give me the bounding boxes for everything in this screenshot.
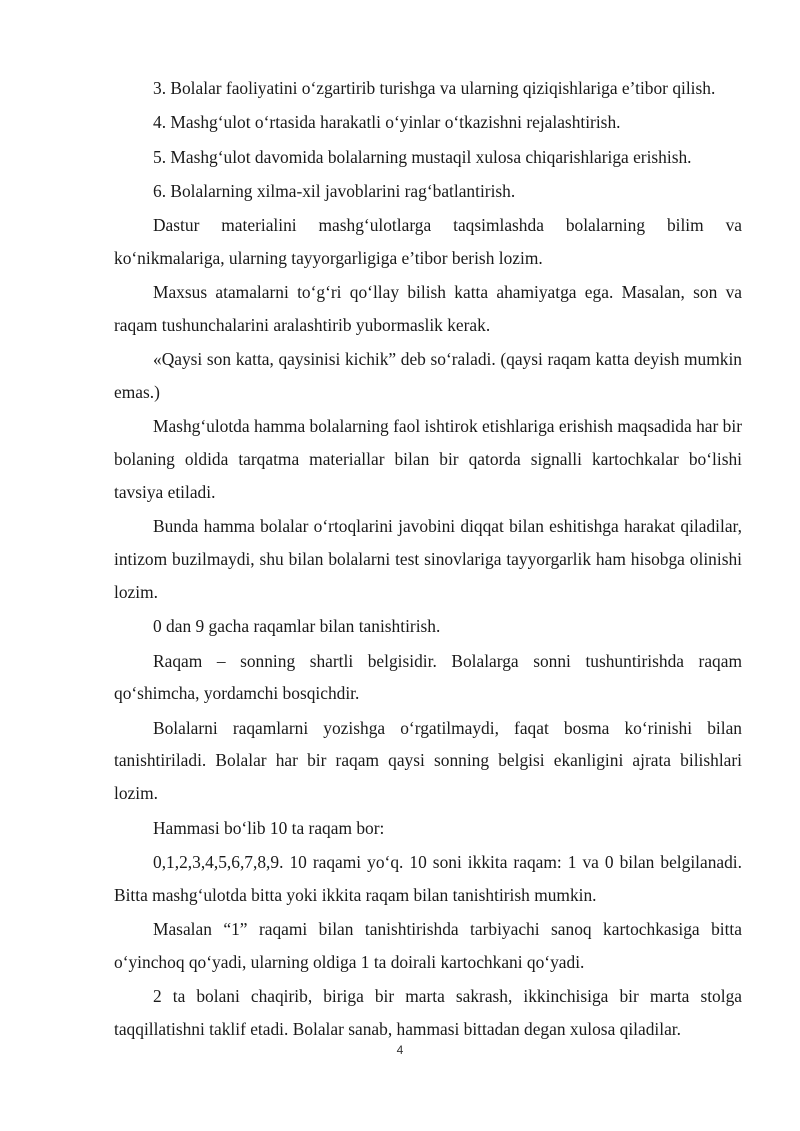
paragraph: Raqam – sonning shartli belgisidir. Bolalarga sonni tushuntirishda raqam qo‘shimcha, yordamchi bosqichdir. [114, 650, 742, 704]
paragraph: 2 ta bolani chaqirib, biriga bir marta sakrash, ikkinchisiga bir marta stolga taqqillatishni taklif etadi. Bolalar sanab, hammasi bittadan degan xulosa qiladilar. [114, 986, 742, 1039]
paragraph: 5. Mashg‘ulot davomida bolalarning mustaqil xulosa chiqarishlariga erishish. [153, 146, 692, 167]
paragraph: 0 dan 9 gacha raqamlar bilan tanishtirish. [153, 616, 441, 637]
document-body [114, 72, 742, 1047]
paragraph: Bolalarni raqamlarni yozishga o‘rgatilmaydi, faqat bosma ko‘rinishi bilan tanishtiriladi. Bolalar har bir raqam qaysi sonning belgisi ekanligini ajrata bilishlari lozim. [114, 717, 742, 804]
paragraph: Bunda hamma bolalar o‘rtoqlarini javobini diqqat bilan eshitishga harakat qiladilar, intizom buzilmaydi, shu bilan bolalarni test sinovlariga tayyorgarlik ham hisobga olinishi lozim. [114, 516, 742, 602]
page-number: 4 [396, 1043, 404, 1057]
paragraph: Dastur materialini mashg‘ulotlarga taqsimlashda bolalarning bilim va ko‘nikmalariga, ularning tayyorgarligiga e’tibor berish lozim. [114, 215, 742, 268]
paragraph: 3. Bolalar faoliyatini o‘zgartirib turishga va ularning qiziqishlariga e’tibor qilish. [153, 78, 716, 98]
paragraph: 4. Mashg‘ulot o‘rtasida harakatli o‘yinlar o‘tkazishni rejalashtirish. [153, 112, 621, 133]
paragraph: Mashg‘ulotda hamma bolalarning faol ishtirok etishlariga erishish maqsadida har bir bolaning oldida tarqatma materiallar bilan bir qatorda signalli kartochkalar bo‘lishi tavsiya etiladi. [114, 416, 742, 503]
paragraph: 6. Bolalarning xilma-xil javoblarini rag‘batlantirish. [153, 180, 516, 201]
paragraph: Masalan “1” raqami bilan tanishtirishda tarbiyachi sanoq kartochkasiga bitta o‘yinchoq qo‘yadi, ularning oldiga 1 ta doirali kartochkani qo‘yadi. [114, 918, 742, 972]
paragraph: Hammasi bo‘lib 10 ta raqam bor: [153, 817, 385, 838]
paragraph: 0,1,2,3,4,5,6,7,8,9. 10 raqami yo‘q. 10 soni ikkita raqam: 1 va 0 bilan belgilanadi. Bitta mashg‘ulotda bitta yoki ikkita raqam bilan tanishtirish mumkin. [114, 851, 742, 905]
paragraph: Maxsus atamalarni to‘g‘ri qo‘llay bilish katta ahamiyatga ega. Masalan, son va raqam tushunchalarini aralashtirib yubormaslik kerak. [114, 282, 742, 336]
paragraph: «Qaysi son katta, qaysinisi kichik” deb so‘raladi. (qaysi raqam katta deyish mumkin emas.) [114, 349, 742, 403]
